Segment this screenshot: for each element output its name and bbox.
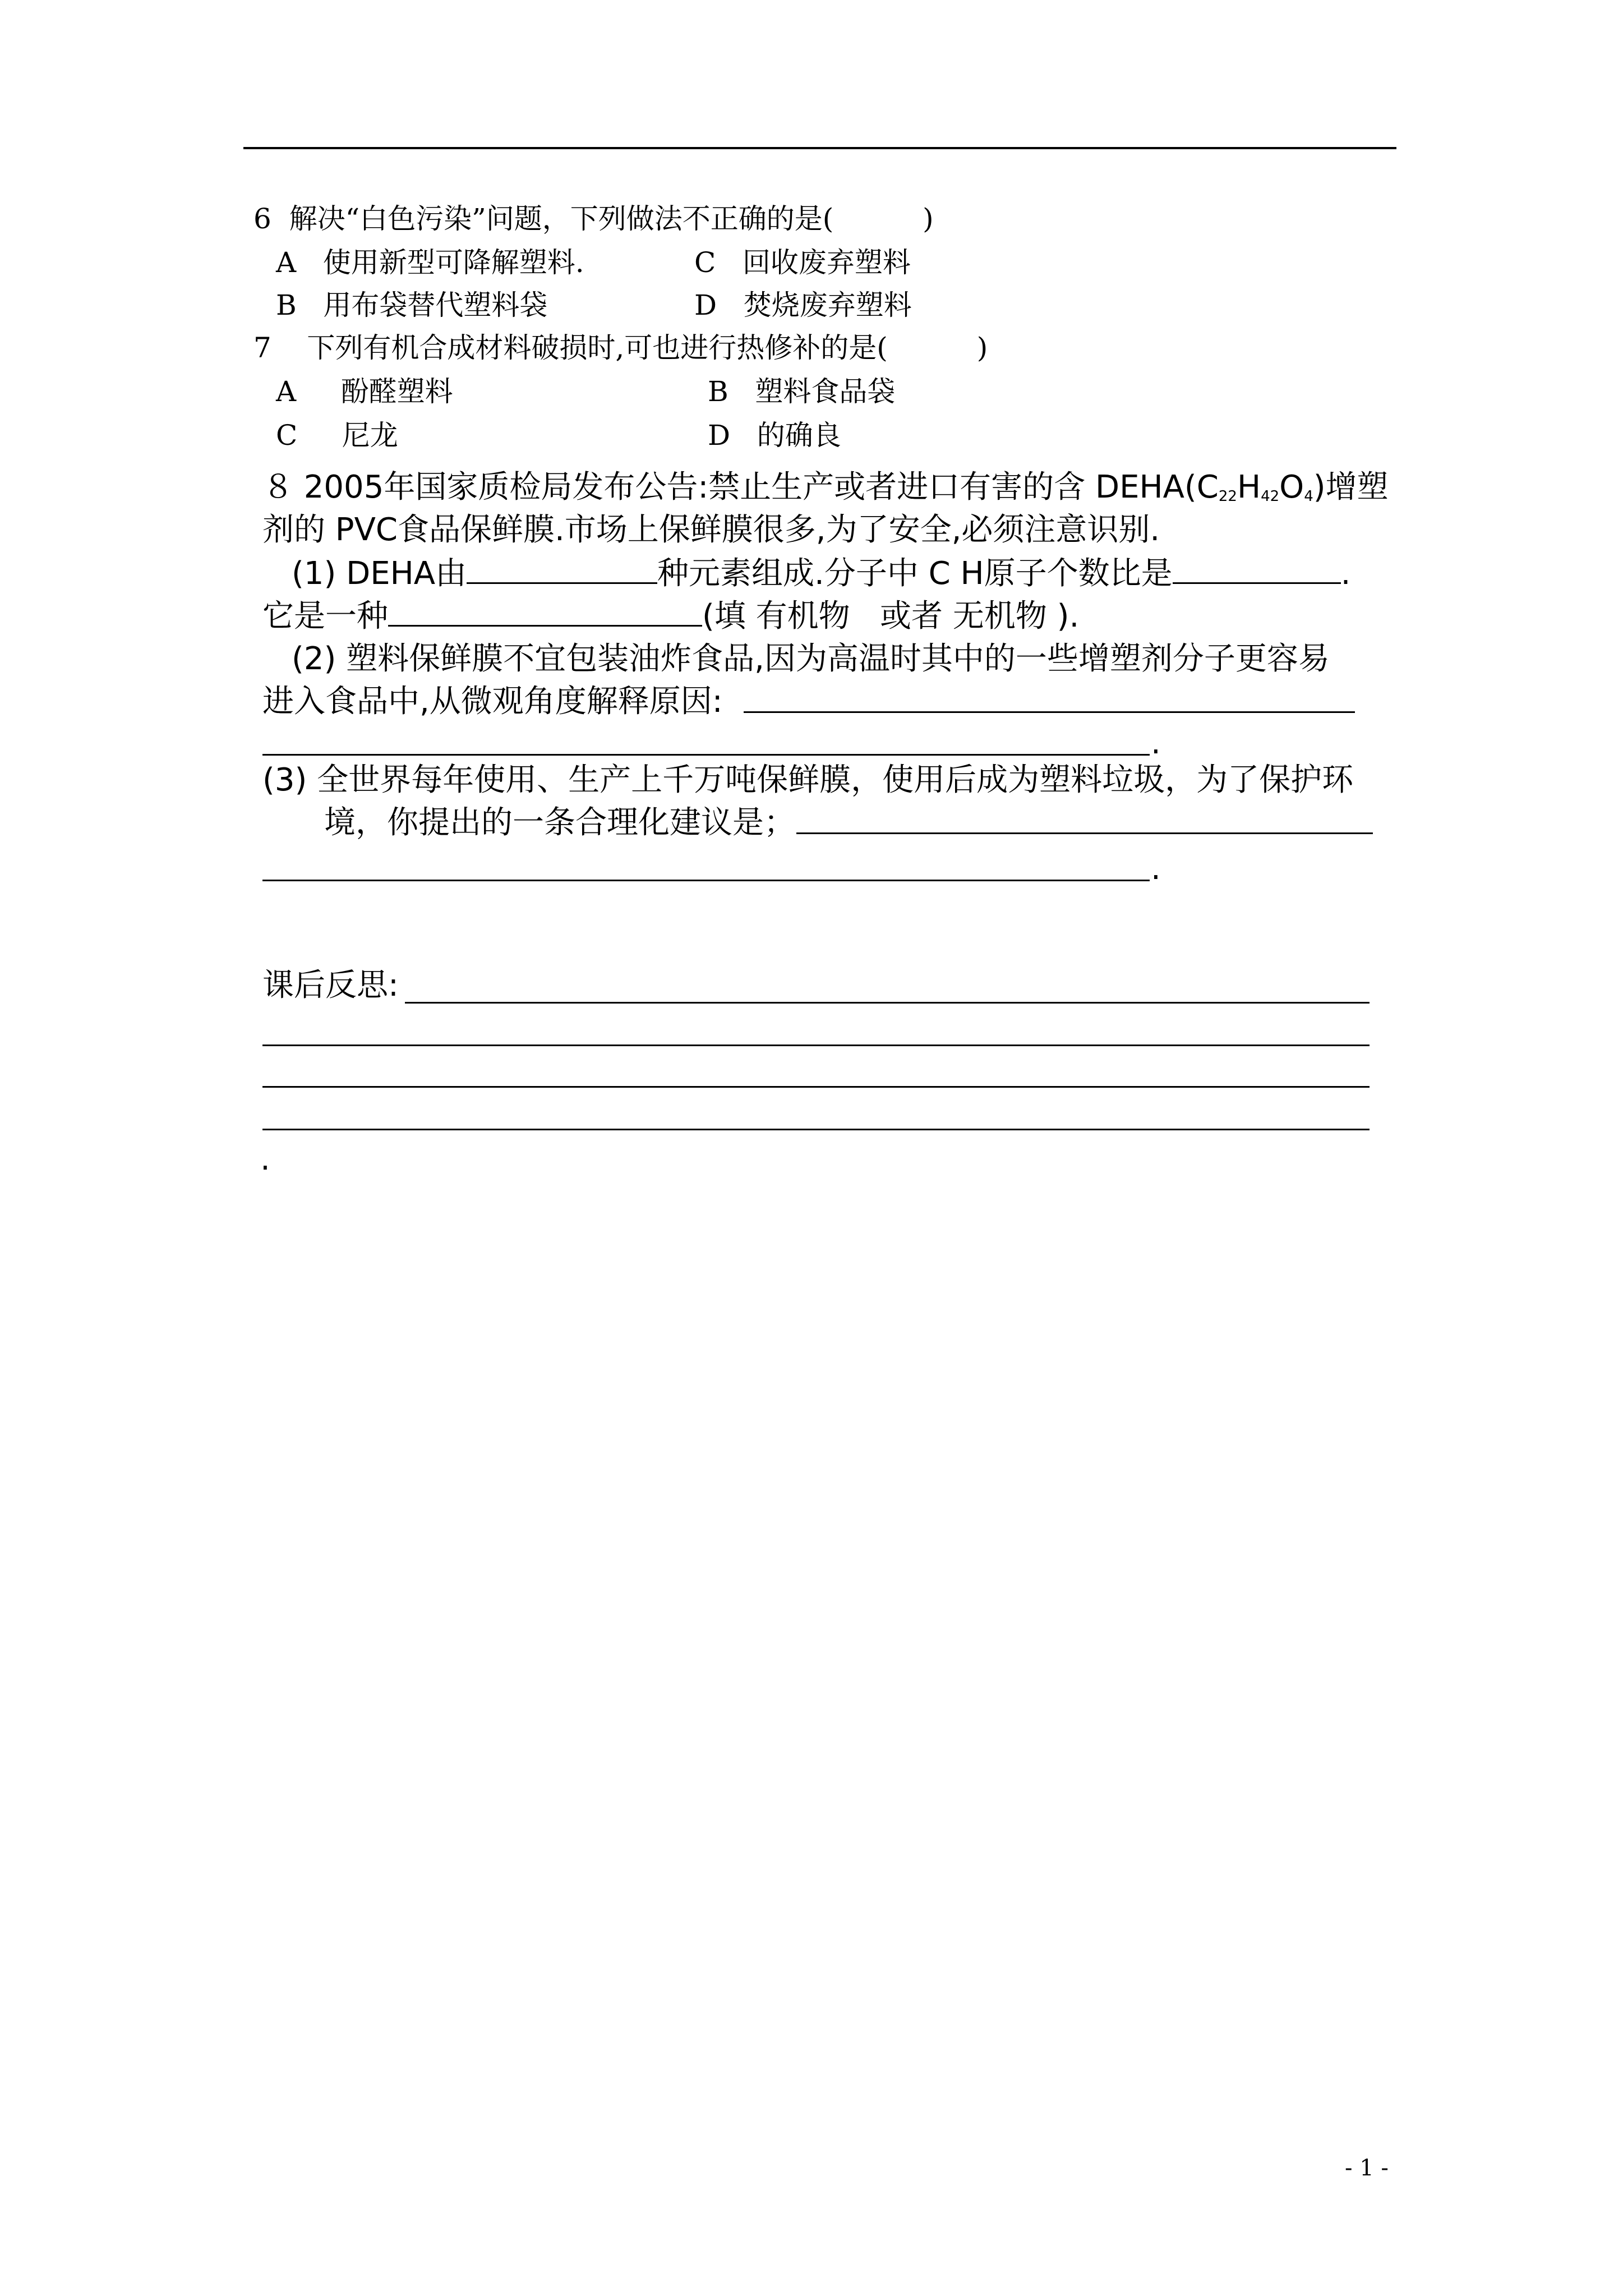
q6-stem: 6 解决“白色污染”问题，下列做法不正确的是( ) [253,203,934,235]
q7-stem: 7 下列有机合成材料破损时,可也进行热修补的是( ) [253,332,988,364]
q8-part-1-line-1: (1) DEHA由 种元素组成.分子中 C H原子个数比是 . [292,555,1351,592]
q8-part-2-line-1: (2) 塑料保鲜膜不宜包装油炸食品,因为高温时其中的一些增塑剂分子更容易 [292,641,1330,677]
q8-line-1: ８ 2005年国家质检局发布公告:禁止生产或者进口有害的含 $DEHA(C_{22}H_{42}O_4)$增塑 [262,469,1389,505]
q6-option-d: D 焚烧废弃塑料 [694,289,912,321]
q7-option-b: B 塑料食品袋 [708,375,896,408]
substance-type-blank[interactable] [388,599,702,627]
reflection-line-4[interactable] [262,1129,1370,1130]
q7-option-a: A 酚醛塑料 [276,375,453,408]
q8-part-3-line-1: (3) 全世界每年使用、生产上千万吨保鲜膜，使用后成为塑料垃圾，为了保护环 [262,762,1354,798]
q7-option-d: D 的确良 [708,419,841,452]
suggestion-end-period: . [1151,850,1161,887]
page-number: - 1 - [1345,2155,1389,2181]
reflection-line-3[interactable] [262,1086,1370,1088]
suggestion-answer-line-2[interactable] [262,880,1150,881]
reflection-line-1[interactable] [405,1002,1370,1004]
suggestion-answer-line-1[interactable] [796,832,1373,834]
q6-option-c: C 回收废弃塑料 [694,246,911,279]
reflection-line-2[interactable] [262,1045,1370,1046]
q8-part-2-line-2: 进入食品中,从微观角度解释原因: [262,683,723,720]
reflection-label: 课后反思: [262,967,399,1004]
q8-line-2: 剂的 PVC食品保鲜膜.市场上保鲜膜很多,为了安全,必须注意识别. [262,512,1160,548]
reflection-end-period: . [260,1141,270,1177]
q8-part-1-line-2: 它是一种 (填 有机物 或者 无机物 ). [262,598,1080,634]
reason-answer-line-2[interactable] [262,754,1150,756]
ch-ratio-blank[interactable] [1173,556,1341,584]
q6-option-b: B 用布袋替代塑料袋 [276,289,548,321]
reason-answer-line-1[interactable] [744,711,1355,713]
q8-part-3-line-2: 境，你提出的一条合理化建议是； [324,804,795,841]
q6-option-a: A 使用新型可降解塑料. [276,246,584,279]
q7-option-c: C 尼龙 [276,419,398,452]
reason-end-period: . [1151,725,1161,761]
element-count-blank[interactable] [467,556,657,584]
header-rule [243,147,1396,149]
